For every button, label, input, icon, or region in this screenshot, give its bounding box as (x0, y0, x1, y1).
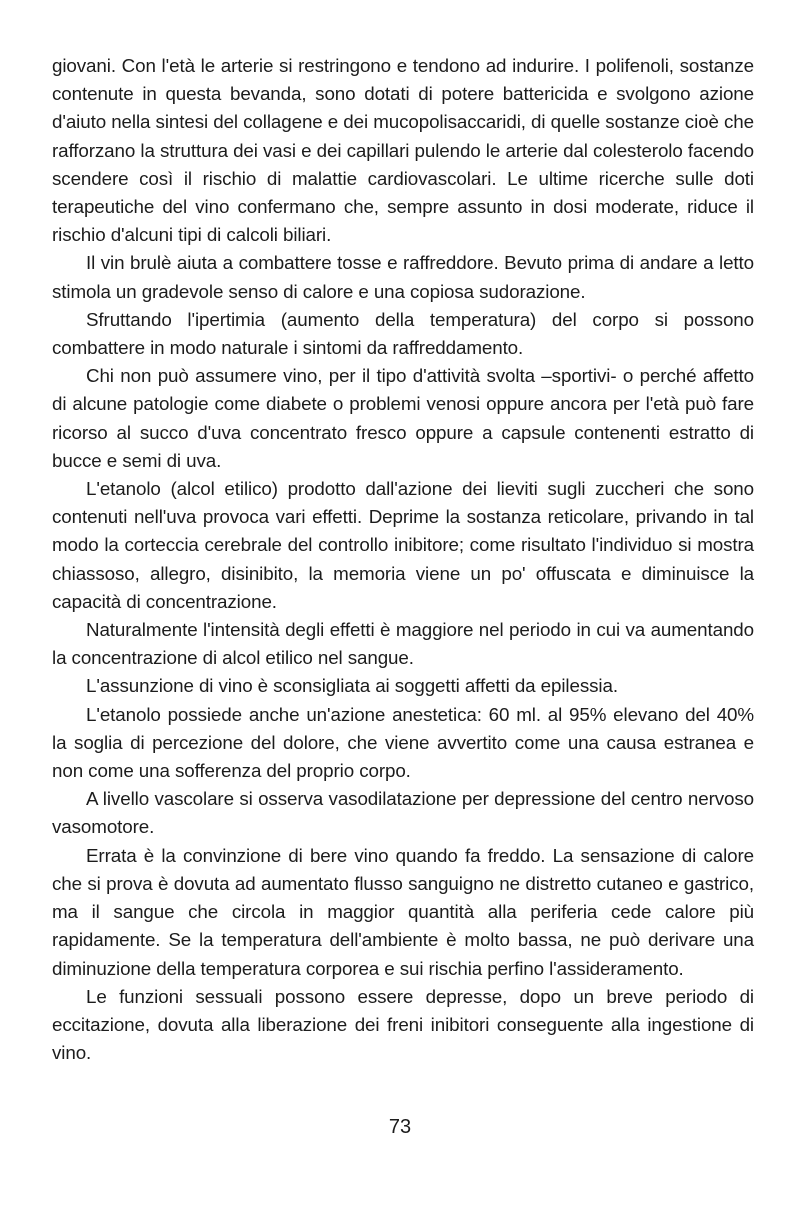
paragraph: Chi non può assumere vino, per il tipo d'attività svolta –sportivi- o perché affetto di alcune patologie come diabete o problemi venosi oppure ancora per l'età può fare ricorso al succo d'uva concentrato fresco oppure a capsule contenenti estratto di bucce e semi di uva. (52, 365, 754, 471)
book-page (52, 52, 754, 1202)
paragraph: Errata è la convinzione di bere vino quando fa freddo. La sensazione di calore che si prova è dovuta ad aumentato flusso sanguigno ne distretto cutaneo e gastrico, ma il sangue che circola in maggior quantità alla periferia cede calore più rapidamente. Se la temperatura dell'ambiente è molto bassa, ne può derivare una diminuzione della temperatura corporea e sui rischia perfino l'assideramento. (52, 844, 754, 979)
paragraph: Le funzioni sessuali possono essere depresse, dopo un breve periodo di eccitazione, dovuta alla liberazione dei freni inibitori conseguente alla ingestione di vino. (52, 985, 754, 1064)
page-number: 73 (388, 1116, 412, 1138)
paragraph: L'etanolo (alcol etilico) prodotto dall'azione dei lieviti sugli zuccheri che sono contenuti nell'uva provoca vari effetti. Deprime la sostanza reticolare, privando in tal modo la corteccia cerebrale del controllo inibitore; come risultato l'individuo si mostra chiassoso, allegro, disinibito, la memoria viene un po' offuscata e diminuisce la capacità di concentrazione. (52, 478, 754, 612)
paragraph: L'etanolo possiede anche un'azione anestetica: 60 ml. al 95% elevano del 40% la soglia di percezione del dolore, che viene avvertito come una causa estranea e non come una sofferenza del proprio corpo. (52, 703, 754, 782)
paragraph: A livello vascolare si osserva vasodilatazione per depressione del centro nervoso vasomotore. (52, 788, 754, 838)
paragraph: Il vin brulè aiuta a combattere tosse e raffreddore. Bevuto prima di andare a letto stimola un gradevole senso di calore e una copiosa sudorazione. (52, 252, 754, 302)
paragraph: L'assunzione di vino è sconsigliata ai soggetti affetti da epilessia. (86, 675, 618, 697)
paragraph-continuation: giovani. Con l'età le arterie si restringono e tendono ad indurire. I polifenoli, sostanze contenute in questa bevanda, sono dotati di potere battericida e svolgono azione d'aiuto nella sintesi del collagene e dei mucopolisaccaridi, di quelle sostanze cioè che rafforzano la struttura dei vasi e dei capillari pulendo le arterie dal colesterolo facendo scendere così il rischio di malattie cardiovascolari. Le ultime ricerche sulle doti terapeutiche del vino confermano che, sempre assunto in dosi moderate, riduce il rischio d'alcuni tipi di calcoli biliari. (52, 55, 754, 246)
paragraph: Naturalmente l'intensità degli effetti è maggiore nel periodo in cui va aumentando la concentrazione di alcol etilico nel sangue. (52, 619, 754, 669)
body-text (52, 52, 754, 1067)
paragraph: Sfruttando l'ipertimia (aumento della temperatura) del corpo si possono combattere in modo naturale i sintomi da raffreddamento. (52, 308, 754, 359)
